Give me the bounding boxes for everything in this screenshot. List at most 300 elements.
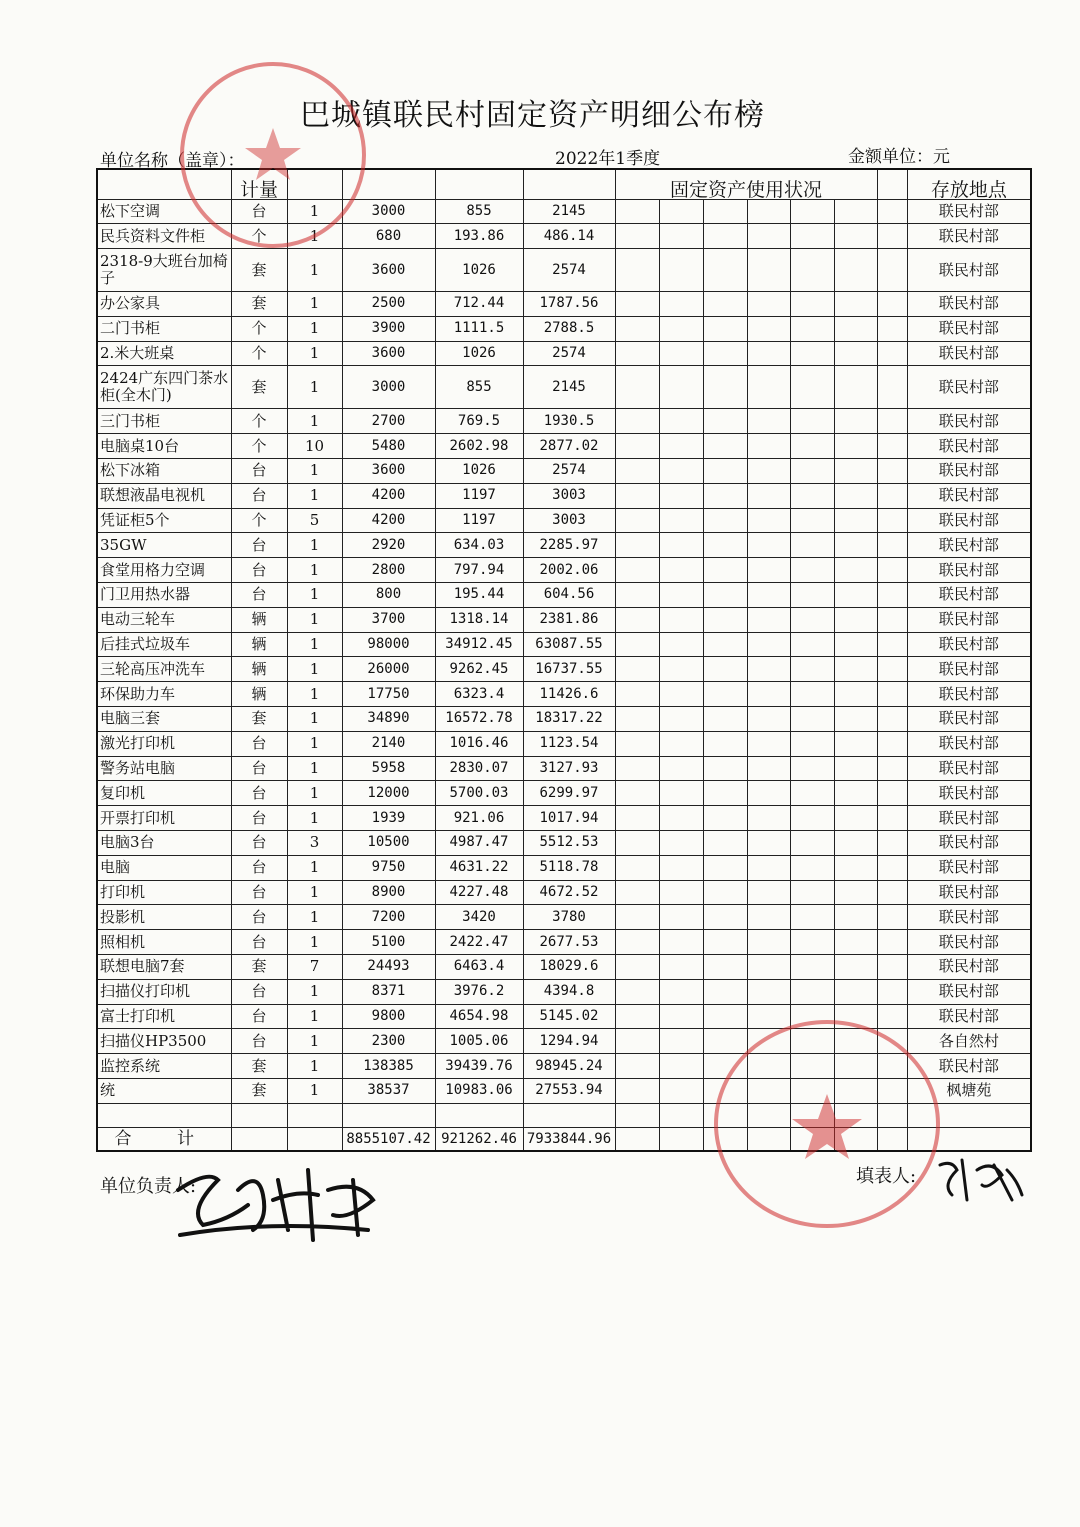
quantity-cell: 1: [287, 607, 342, 632]
usage-status-cell: [790, 483, 834, 508]
asset-name-cell: 三门书柜: [97, 409, 231, 434]
usage-status-cell: [703, 831, 747, 856]
usage-status-cell: [615, 409, 659, 434]
asset-name-cell: 电脑三套: [97, 707, 231, 732]
usage-status-cell: [834, 366, 877, 409]
usage-status-cell: [790, 756, 834, 781]
unit-cell: 台: [231, 483, 287, 508]
asset-name-cell: 凭证柜5个: [97, 508, 231, 533]
usage-status-cell: [615, 224, 659, 249]
usage-status-cell: [703, 682, 747, 707]
usage-status-cell: [790, 979, 834, 1004]
usage-status-cell: [834, 508, 877, 533]
location-cell: 联民村部: [907, 533, 1031, 558]
usage-status-cell: [747, 880, 790, 905]
table-row: [97, 806, 1031, 831]
usage-status-cell: [747, 756, 790, 781]
usage-status-cell: [747, 508, 790, 533]
table-row: [97, 341, 1031, 366]
usage-status-cell: [615, 979, 659, 1004]
usage-status-cell: [834, 855, 877, 880]
quantity-cell: 1: [287, 979, 342, 1004]
header-blank: [523, 169, 615, 199]
asset-name-cell: 开票打印机: [97, 806, 231, 831]
usage-status-cell: [877, 756, 907, 781]
usage-status-cell: [659, 199, 703, 224]
unit-cell: 台: [231, 1029, 287, 1054]
usage-status-cell: [659, 607, 703, 632]
table-row: [97, 558, 1031, 583]
unit-cell: 辆: [231, 657, 287, 682]
usage-status-cell: [659, 955, 703, 980]
net-value-cell: 5512.53: [523, 831, 615, 856]
original-value-cell: 3600: [342, 341, 435, 366]
usage-status-cell: [703, 806, 747, 831]
usage-status-cell: [877, 341, 907, 366]
original-value-cell: 26000: [342, 657, 435, 682]
net-value-cell: 4394.8: [523, 979, 615, 1004]
usage-status-cell: [834, 316, 877, 341]
unit-cell: 个: [231, 341, 287, 366]
usage-status-cell: [747, 249, 790, 292]
header-blank: [435, 169, 523, 199]
quantity-cell: 1: [287, 855, 342, 880]
usage-status-cell: [659, 341, 703, 366]
usage-status-cell: [747, 558, 790, 583]
location-cell: 联民村部: [907, 707, 1031, 732]
original-value-cell: 2140: [342, 731, 435, 756]
usage-status-cell: [747, 781, 790, 806]
usage-status-cell: [747, 806, 790, 831]
usage-status-cell: [877, 781, 907, 806]
location-cell: 联民村部: [907, 316, 1031, 341]
original-value-cell: 2500: [342, 292, 435, 317]
usage-status-cell: [659, 806, 703, 831]
original-value-cell: 5480: [342, 434, 435, 459]
usage-status-cell: [659, 224, 703, 249]
usage-status-cell: [877, 508, 907, 533]
usage-status-cell: [615, 366, 659, 409]
table-row: [97, 831, 1031, 856]
stamp-star-icon: [718, 1024, 936, 1224]
unit-cell: 辆: [231, 682, 287, 707]
preparer-signature-image: [932, 1150, 1027, 1210]
usage-status-cell: [790, 508, 834, 533]
table-row: [97, 979, 1031, 1004]
usage-status-cell: [747, 682, 790, 707]
supervision-committee-stamp: [714, 1020, 940, 1228]
usage-status-cell: [877, 880, 907, 905]
usage-status-cell: [877, 459, 907, 484]
original-value-cell: 3000: [342, 199, 435, 224]
usage-status-cell: [877, 806, 907, 831]
usage-status-cell: [877, 632, 907, 657]
usage-status-cell: [877, 224, 907, 249]
usage-status-cell: [659, 434, 703, 459]
unit-cell: 台: [231, 756, 287, 781]
usage-status-cell: [703, 366, 747, 409]
unit-cell: 套: [231, 1079, 287, 1104]
usage-status-cell: [747, 483, 790, 508]
blank-cell: [287, 1127, 342, 1151]
usage-status-cell: [790, 292, 834, 317]
usage-status-cell: [747, 409, 790, 434]
quantity-cell: 1: [287, 756, 342, 781]
asset-name-cell: 电动三轮车: [97, 607, 231, 632]
blank-cell: [659, 1103, 703, 1127]
usage-status-cell: [659, 880, 703, 905]
net-value-cell: 4672.52: [523, 880, 615, 905]
location-cell: 联民村部: [907, 905, 1031, 930]
stamp-star-icon: [184, 66, 362, 244]
quantity-cell: 1: [287, 224, 342, 249]
usage-status-cell: [834, 607, 877, 632]
usage-status-cell: [615, 292, 659, 317]
quantity-cell: 5: [287, 508, 342, 533]
usage-status-cell: [615, 855, 659, 880]
usage-status-cell: [659, 292, 703, 317]
original-value-cell: 3600: [342, 459, 435, 484]
depreciation-cell: 921.06: [435, 806, 523, 831]
quantity-cell: 1: [287, 682, 342, 707]
table-row: [97, 682, 1031, 707]
depreciation-cell: 193.86: [435, 224, 523, 249]
depreciation-cell: 1026: [435, 459, 523, 484]
asset-name-cell: 监控系统: [97, 1054, 231, 1079]
net-value-cell: 486.14: [523, 224, 615, 249]
usage-status-cell: [790, 930, 834, 955]
depreciation-cell: 4987.47: [435, 831, 523, 856]
net-value-cell: 1017.94: [523, 806, 615, 831]
usage-status-cell: [747, 199, 790, 224]
original-value-cell: 9800: [342, 1004, 435, 1029]
asset-name-cell: 2318-9大班台加椅子: [97, 249, 231, 292]
usage-status-cell: [790, 806, 834, 831]
usage-status-cell: [834, 459, 877, 484]
unit-cell: 台: [231, 558, 287, 583]
usage-status-cell: [615, 459, 659, 484]
usage-status-cell: [834, 831, 877, 856]
usage-status-cell: [834, 224, 877, 249]
usage-status-cell: [834, 533, 877, 558]
usage-status-cell: [703, 508, 747, 533]
unit-cell: 辆: [231, 632, 287, 657]
usage-status-cell: [703, 731, 747, 756]
usage-status-cell: [703, 855, 747, 880]
asset-name-cell: 警务站电脑: [97, 756, 231, 781]
depreciation-cell: 3420: [435, 905, 523, 930]
depreciation-cell: 769.5: [435, 409, 523, 434]
location-cell: 联民村部: [907, 806, 1031, 831]
usage-status-cell: [790, 409, 834, 434]
net-value-cell: 16737.55: [523, 657, 615, 682]
original-value-cell: 3900: [342, 316, 435, 341]
usage-status-cell: [703, 583, 747, 608]
usage-status-cell: [790, 880, 834, 905]
quantity-cell: 1: [287, 249, 342, 292]
table-row: [97, 459, 1031, 484]
location-cell: 联民村部: [907, 880, 1031, 905]
usage-status-cell: [790, 533, 834, 558]
asset-name-cell: 三轮高压冲洗车: [97, 657, 231, 682]
location-cell: 联民村部: [907, 607, 1031, 632]
usage-status-cell: [834, 341, 877, 366]
usage-status-cell: [790, 607, 834, 632]
original-value-cell: 4200: [342, 483, 435, 508]
usage-status-cell: [790, 316, 834, 341]
original-value-cell: 3700: [342, 607, 435, 632]
usage-status-cell: [747, 459, 790, 484]
depreciation-cell: 1005.06: [435, 1029, 523, 1054]
usage-status-cell: [659, 756, 703, 781]
usage-status-cell: [834, 880, 877, 905]
table-row: [97, 707, 1031, 732]
unit-cell: 台: [231, 583, 287, 608]
asset-name-cell: 电脑3台: [97, 831, 231, 856]
header-qty-unit: 计量: [231, 169, 287, 199]
depreciation-cell: 3976.2: [435, 979, 523, 1004]
net-value-cell: 2145: [523, 366, 615, 409]
asset-name-cell: 门卫用热水器: [97, 583, 231, 608]
usage-status-cell: [790, 855, 834, 880]
original-value-cell: 3000: [342, 366, 435, 409]
quantity-cell: 1: [287, 199, 342, 224]
location-cell: 联民村部: [907, 682, 1031, 707]
total-net-cell: 7933844.96: [523, 1127, 615, 1151]
original-value-cell: 17750: [342, 682, 435, 707]
original-value-cell: 2300: [342, 1029, 435, 1054]
usage-status-cell: [703, 483, 747, 508]
quantity-cell: 1: [287, 409, 342, 434]
original-value-cell: 7200: [342, 905, 435, 930]
usage-status-cell: [703, 199, 747, 224]
usage-status-cell: [703, 632, 747, 657]
usage-status-cell: [615, 707, 659, 732]
blank-cell: [97, 1103, 231, 1127]
quantity-cell: 1: [287, 583, 342, 608]
usage-status-cell: [877, 707, 907, 732]
usage-status-cell: [790, 781, 834, 806]
usage-status-cell: [834, 409, 877, 434]
depreciation-cell: 634.03: [435, 533, 523, 558]
usage-status-cell: [877, 979, 907, 1004]
depreciation-cell: 2830.07: [435, 756, 523, 781]
usage-status-cell: [747, 657, 790, 682]
depreciation-cell: 1111.5: [435, 316, 523, 341]
usage-status-cell: [747, 905, 790, 930]
total-original-cell: 8855107.42: [342, 1127, 435, 1151]
usage-status-cell: [834, 249, 877, 292]
usage-status-cell: [790, 224, 834, 249]
depreciation-cell: 712.44: [435, 292, 523, 317]
usage-status-cell: [834, 955, 877, 980]
asset-name-cell: 后挂式垃圾车: [97, 632, 231, 657]
usage-status-cell: [790, 366, 834, 409]
usage-status-cell: [834, 979, 877, 1004]
depreciation-cell: 34912.45: [435, 632, 523, 657]
location-cell: 各自然村: [907, 1029, 1031, 1054]
usage-status-cell: [659, 731, 703, 756]
asset-name-cell: 复印机: [97, 781, 231, 806]
usage-status-cell: [834, 292, 877, 317]
depreciation-cell: 1197: [435, 483, 523, 508]
net-value-cell: 2877.02: [523, 434, 615, 459]
net-value-cell: 1123.54: [523, 731, 615, 756]
location-cell: 联民村部: [907, 483, 1031, 508]
table-row: [97, 632, 1031, 657]
quantity-cell: 1: [287, 292, 342, 317]
usage-status-cell: [877, 366, 907, 409]
usage-status-cell: [790, 955, 834, 980]
usage-status-cell: [877, 249, 907, 292]
usage-status-cell: [615, 930, 659, 955]
usage-status-cell: [615, 781, 659, 806]
original-value-cell: 24493: [342, 955, 435, 980]
table-row: [97, 756, 1031, 781]
net-value-cell: 2145: [523, 199, 615, 224]
quantity-cell: 1: [287, 731, 342, 756]
location-cell: 联民村部: [907, 731, 1031, 756]
usage-status-cell: [615, 756, 659, 781]
location-cell: 联民村部: [907, 632, 1031, 657]
quantity-cell: 1: [287, 707, 342, 732]
unit-cell: 个: [231, 224, 287, 249]
quantity-cell: 1: [287, 905, 342, 930]
asset-name-cell: 扫描仪打印机: [97, 979, 231, 1004]
original-value-cell: 138385: [342, 1054, 435, 1079]
quantity-cell: 1: [287, 880, 342, 905]
asset-name-cell: 打印机: [97, 880, 231, 905]
depreciation-cell: 855: [435, 199, 523, 224]
net-value-cell: 27553.94: [523, 1079, 615, 1104]
depreciation-cell: 6323.4: [435, 682, 523, 707]
asset-name-cell: 投影机: [97, 905, 231, 930]
usage-status-cell: [747, 930, 790, 955]
table-row: [97, 781, 1031, 806]
unit-cell: 个: [231, 434, 287, 459]
quantity-cell: 1: [287, 341, 342, 366]
table-row: [97, 434, 1031, 459]
blank-cell: [659, 1127, 703, 1151]
quantity-cell: 10: [287, 434, 342, 459]
location-cell: 联民村部: [907, 955, 1031, 980]
usage-status-cell: [615, 558, 659, 583]
usage-status-cell: [747, 731, 790, 756]
location-cell: 联民村部: [907, 657, 1031, 682]
net-value-cell: 1294.94: [523, 1029, 615, 1054]
original-value-cell: 98000: [342, 632, 435, 657]
usage-status-cell: [659, 1029, 703, 1054]
usage-status-cell: [790, 657, 834, 682]
net-value-cell: 2002.06: [523, 558, 615, 583]
usage-status-cell: [790, 682, 834, 707]
location-cell: 联民村部: [907, 459, 1031, 484]
usage-status-cell: [703, 316, 747, 341]
unit-cell: 个: [231, 508, 287, 533]
net-value-cell: 18317.22: [523, 707, 615, 732]
asset-name-cell: 联想电脑7套: [97, 955, 231, 980]
unit-cell: 台: [231, 1004, 287, 1029]
location-cell: 联民村部: [907, 199, 1031, 224]
depreciation-cell: 4227.48: [435, 880, 523, 905]
header-usage: 固定资产使用状况: [615, 169, 877, 199]
usage-status-cell: [659, 249, 703, 292]
location-cell: 联民村部: [907, 979, 1031, 1004]
usage-status-cell: [877, 682, 907, 707]
usage-status-cell: [659, 682, 703, 707]
usage-status-cell: [703, 707, 747, 732]
usage-status-cell: [790, 558, 834, 583]
usage-status-cell: [747, 955, 790, 980]
usage-status-cell: [877, 558, 907, 583]
usage-status-cell: [834, 632, 877, 657]
original-value-cell: 5100: [342, 930, 435, 955]
unit-cell: 台: [231, 199, 287, 224]
quantity-cell: 1: [287, 1029, 342, 1054]
usage-status-cell: [877, 583, 907, 608]
header-location: 存放地点: [907, 169, 1031, 199]
asset-name-cell: 2.米大班桌: [97, 341, 231, 366]
location-cell: 联民村部: [907, 292, 1031, 317]
responsible-signature-image: [168, 1150, 398, 1250]
blank-cell: [342, 1103, 435, 1127]
table-row: [97, 583, 1031, 608]
unit-cell: 台: [231, 855, 287, 880]
quantity-cell: 3: [287, 831, 342, 856]
depreciation-cell: 39439.76: [435, 1054, 523, 1079]
net-value-cell: 3780: [523, 905, 615, 930]
original-value-cell: 680: [342, 224, 435, 249]
usage-status-cell: [615, 1029, 659, 1054]
net-value-cell: 2381.86: [523, 607, 615, 632]
usage-status-cell: [834, 806, 877, 831]
usage-status-cell: [790, 341, 834, 366]
unit-cell: 套: [231, 249, 287, 292]
quantity-cell: 1: [287, 316, 342, 341]
usage-status-cell: [877, 930, 907, 955]
original-value-cell: 38537: [342, 1079, 435, 1104]
usage-status-cell: [747, 607, 790, 632]
depreciation-cell: 1318.14: [435, 607, 523, 632]
usage-status-cell: [790, 583, 834, 608]
net-value-cell: 1787.56: [523, 292, 615, 317]
quantity-cell: 1: [287, 806, 342, 831]
total-label: 合 计: [97, 1127, 231, 1151]
blank-cell: [615, 1103, 659, 1127]
original-value-cell: 2800: [342, 558, 435, 583]
usage-status-cell: [703, 341, 747, 366]
usage-status-cell: [790, 905, 834, 930]
usage-status-cell: [790, 249, 834, 292]
table-row: [97, 955, 1031, 980]
usage-status-cell: [747, 292, 790, 317]
unit-cell: 台: [231, 979, 287, 1004]
net-value-cell: 3003: [523, 508, 615, 533]
location-cell: 联民村部: [907, 930, 1031, 955]
depreciation-cell: 4654.98: [435, 1004, 523, 1029]
usage-status-cell: [659, 459, 703, 484]
usage-status-cell: [703, 409, 747, 434]
quantity-cell: 1: [287, 366, 342, 409]
original-value-cell: 800: [342, 583, 435, 608]
usage-status-cell: [659, 366, 703, 409]
usage-status-cell: [747, 707, 790, 732]
location-cell: 联民村部: [907, 558, 1031, 583]
usage-status-cell: [659, 707, 703, 732]
usage-status-cell: [703, 930, 747, 955]
usage-status-cell: [877, 731, 907, 756]
usage-status-cell: [747, 979, 790, 1004]
